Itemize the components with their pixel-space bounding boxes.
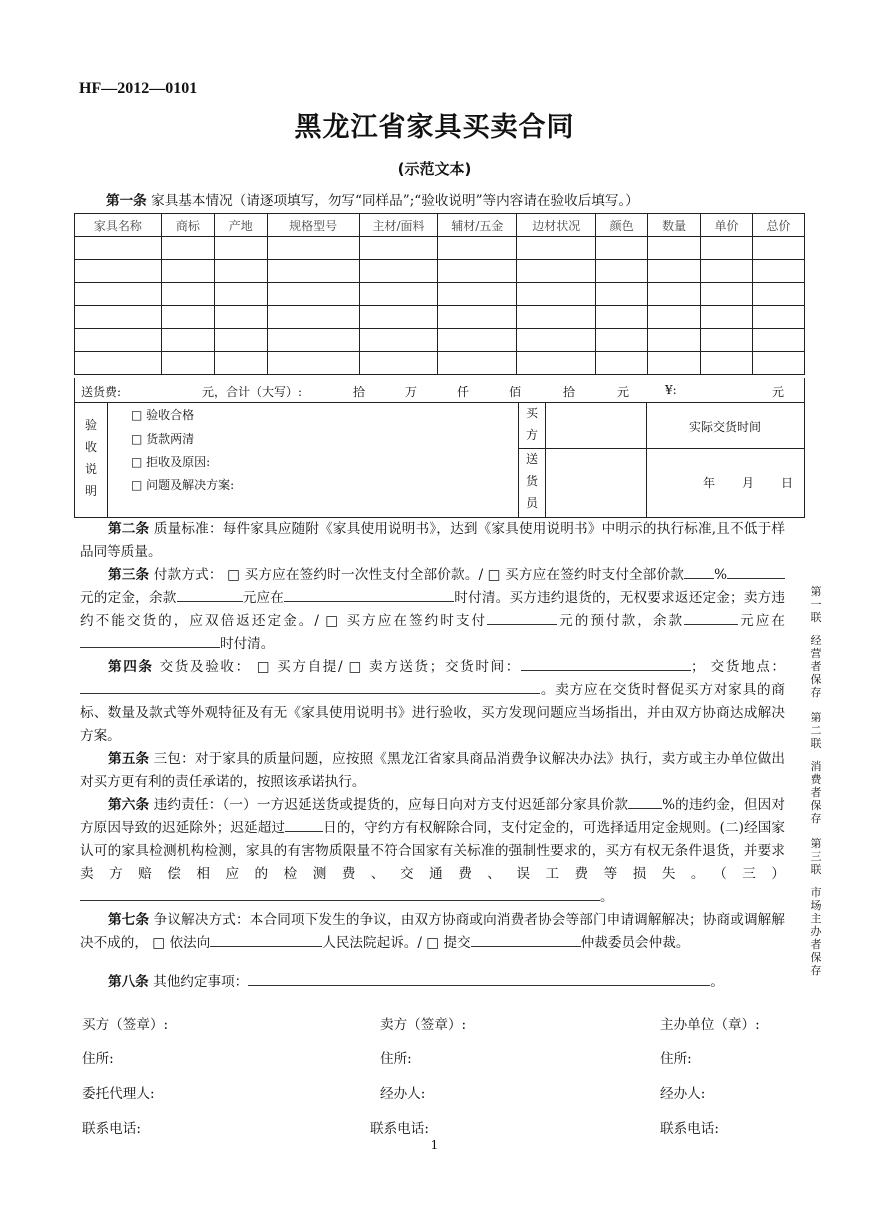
delivery-fee-row[interactable] [74, 378, 805, 403]
article-5-text: 三包：对于家具的质量问题，应按照《黑龙江省家具商品消费争议解决办法》执行，卖方或主办单位做出对买方更有利的责任承诺的，按照该承诺执行。 [80, 751, 786, 790]
document-subtitle: (示范文本) [397, 160, 472, 178]
buyer-label: 买方 [525, 406, 538, 442]
article-3-text: % [714, 567, 727, 583]
article-7-text: 争议解决方式：本合同项下发生的争议，由双方协商或向消费者协会等部门申请调解解决；协商或调解解决不成的， □ 依法向 [80, 912, 786, 951]
organizer-handler-label[interactable]: 经办人: [660, 1086, 706, 1102]
article-3-text: 时付清。买方违约退货的，无权要求返还定金；卖方违约不能交货的，应双倍返还定金。/ □ 买方应在签约时支付 [80, 590, 786, 629]
document-code: HF—2012—0101 [79, 80, 198, 97]
balance-time-field[interactable] [284, 587, 454, 602]
fee-unit-bai: 佰 [509, 385, 522, 399]
header-cell: 家具名称 [75, 214, 162, 237]
seller-phone-label[interactable]: 联系电话: [370, 1121, 429, 1137]
table-header-row [75, 214, 805, 237]
table-row[interactable] [75, 306, 805, 329]
header-cell: 规格型号 [267, 214, 359, 237]
article-7 [80, 909, 785, 955]
prepay-time-field[interactable] [80, 633, 220, 648]
article-8-text: 。 [710, 974, 724, 990]
document-title: 黑龙江省家具买卖合同 [294, 112, 575, 143]
article-6 [80, 794, 785, 909]
acceptance-section [74, 402, 805, 518]
copy-1-holder: 经营者保存 [810, 634, 822, 699]
deposit-amount-field[interactable] [727, 564, 785, 579]
penalty-percent-field[interactable] [628, 794, 662, 809]
header-cell: 商标 [161, 214, 214, 237]
seller-handler-label[interactable]: 经办人: [380, 1086, 426, 1102]
copy-distribution-note [806, 585, 826, 977]
copy-3-label: 第三联 [810, 837, 822, 876]
header-cell: 单价 [701, 214, 753, 237]
article-1-text: 家具基本情况（请逐项填写，勿写“同样品”;“验收说明”等内容请在验收后填写。） [151, 193, 639, 209]
fee-unit-wan: 万 [405, 385, 418, 399]
copy-3-holder: 市场主办者保存 [810, 886, 822, 977]
checkbox-rejected[interactable]: □ 拒收及原因: [131, 455, 211, 469]
fee-total-label: 元，合计（大写）: [202, 385, 303, 399]
checkbox-accepted[interactable]: □ 验收合格 [131, 408, 195, 422]
header-cell: 产地 [214, 214, 267, 237]
article-4-text: ； 交货地点： [691, 659, 785, 675]
article-8 [80, 971, 785, 994]
buyer-address-label[interactable]: 住所: [82, 1051, 114, 1067]
article-3-text: 元应在 [738, 613, 785, 629]
article-7-text: 仲裁委员会仲裁。 [580, 935, 690, 951]
table-row[interactable] [75, 352, 805, 375]
organizer-address-label[interactable]: 住所: [660, 1051, 692, 1067]
prepay-balance-field[interactable] [684, 610, 738, 625]
article-2-label: 第二条 [108, 521, 150, 537]
header-cell: 主材/面料 [359, 214, 438, 237]
table-row[interactable] [75, 260, 805, 283]
article-8-label: 第八条 [108, 974, 149, 990]
delay-days-field[interactable] [285, 817, 323, 832]
article-1 [106, 190, 806, 213]
page-number: 1 [430, 1138, 439, 1152]
article-3-text: 时付清。 [220, 636, 275, 652]
table-row[interactable] [75, 329, 805, 352]
article-6-text: 违约责任：（一）一方迟延送货或提货的，应每日向对方支付迟延部分家具价款 [153, 797, 629, 813]
month-label: 月 [742, 476, 755, 490]
article-4-text: 交货及验收： □ 买方自提/ □ 卖方送货；交货时间： [159, 659, 522, 675]
agent-label[interactable]: 委托代理人: [82, 1086, 155, 1102]
fee-label: 送货费: [81, 385, 122, 399]
article-2 [80, 518, 785, 564]
article-6-label: 第六条 [108, 797, 150, 813]
buyer-signature-label[interactable]: 买方（签章）: [82, 1017, 169, 1033]
article-7-label: 第七条 [108, 912, 150, 928]
organizer-phone-label[interactable]: 联系电话: [660, 1121, 719, 1137]
article-4-text: 。卖方应在交货时督促买方对家具的商标、数量及款式等外观特征及有无《家具使用说明书》进行验收，买方发现问题应当场指出，并由双方协商达成解决方案。 [80, 682, 785, 744]
article-4 [80, 656, 785, 748]
furniture-table [74, 213, 805, 375]
article-5 [80, 748, 785, 794]
delivery-place-field[interactable] [80, 679, 540, 694]
fee-unit-shi: 拾 [353, 385, 366, 399]
balance-amount-field[interactable] [177, 587, 243, 602]
table-row[interactable] [75, 237, 805, 260]
article-3-label: 第三条 [108, 567, 150, 583]
checkbox-issue[interactable]: □ 问题及解决方案: [131, 478, 235, 492]
other-matters-field[interactable] [248, 971, 710, 986]
year-label: 年 [703, 476, 716, 490]
deposit-percent-field[interactable] [684, 564, 714, 579]
other-liability-field[interactable] [80, 886, 600, 901]
header-cell: 颜色 [596, 214, 648, 237]
table-row[interactable] [75, 283, 805, 306]
article-3-text: 元的预付款，余款 [557, 613, 685, 629]
article-6-text: %的违约金，但因对方原因导致的迟延除外；迟延超过 [80, 797, 786, 836]
arbitration-field[interactable] [471, 932, 581, 947]
delivery-time-label: 实际交货时间 [688, 420, 761, 434]
fee-unit-shi2: 拾 [563, 385, 576, 399]
prepayment-amount-field[interactable] [487, 610, 557, 625]
article-3-text: 元的定金，余款 [80, 590, 177, 606]
header-cell: 数量 [648, 214, 701, 237]
article-3-text: 元应在 [242, 590, 285, 606]
checkbox-paid[interactable]: □ 货款两清 [131, 432, 195, 446]
seller-address-label[interactable]: 住所: [380, 1051, 412, 1067]
fee-unit-yuan: 元 [617, 385, 630, 399]
article-7-text: 人民法院起诉。/ □ 提交 [322, 935, 471, 951]
deliverer-label: 送货员 [525, 452, 538, 510]
seller-signature-label[interactable]: 卖方（签章）: [380, 1017, 467, 1033]
fee-yuan-label: 元 [772, 385, 785, 399]
organizer-signature-label[interactable]: 主办单位（章）: [660, 1017, 760, 1033]
header-cell: 总价 [752, 214, 804, 237]
acceptance-label: 验收说明 [84, 418, 97, 498]
article-8-text: 其他约定事项： [153, 974, 249, 990]
buyer-phone-label[interactable]: 联系电话: [82, 1121, 141, 1137]
copy-2-label: 第二联 [810, 711, 822, 750]
article-3 [80, 564, 785, 656]
article-5-label: 第五条 [108, 751, 150, 767]
day-label: 日 [781, 476, 794, 490]
fee-unit-qian: 仟 [457, 385, 470, 399]
header-cell: 辅材/五金 [438, 214, 517, 237]
copy-1-label: 第一联 [810, 585, 822, 624]
delivery-time-field[interactable] [521, 656, 691, 671]
article-3-text: 付款方式： □ 买方应在签约时一次性支付全部价款。/ □ 买方应在签约时支付全部价款 [153, 567, 685, 583]
article-2-text: 质量标准：每件家具应随附《家具使用说明书》，达到《家具使用说明书》中明示的执行标准,且不低于样品同等质量。 [80, 521, 785, 560]
fee-yen-label: ¥: [665, 383, 677, 397]
article-1-label: 第一条 [106, 193, 147, 209]
court-field[interactable] [210, 932, 322, 947]
article-6-text: 。 [600, 889, 614, 905]
header-cell: 边材状况 [517, 214, 596, 237]
copy-2-holder: 消费者保存 [810, 760, 822, 825]
article-6-text: 日的，守约方有权解除合同，支付定金的，可选择适用定金规则。(二)经国家认可的家具检测机构检测，家具的有害物质限量不符合国家有关标准的强制性要求的，买方有权无条件退货，并要求卖方赔偿相应的检测费、交通费、误工费等损失。（三） [80, 820, 785, 882]
article-4-label: 第四条 [108, 659, 154, 675]
